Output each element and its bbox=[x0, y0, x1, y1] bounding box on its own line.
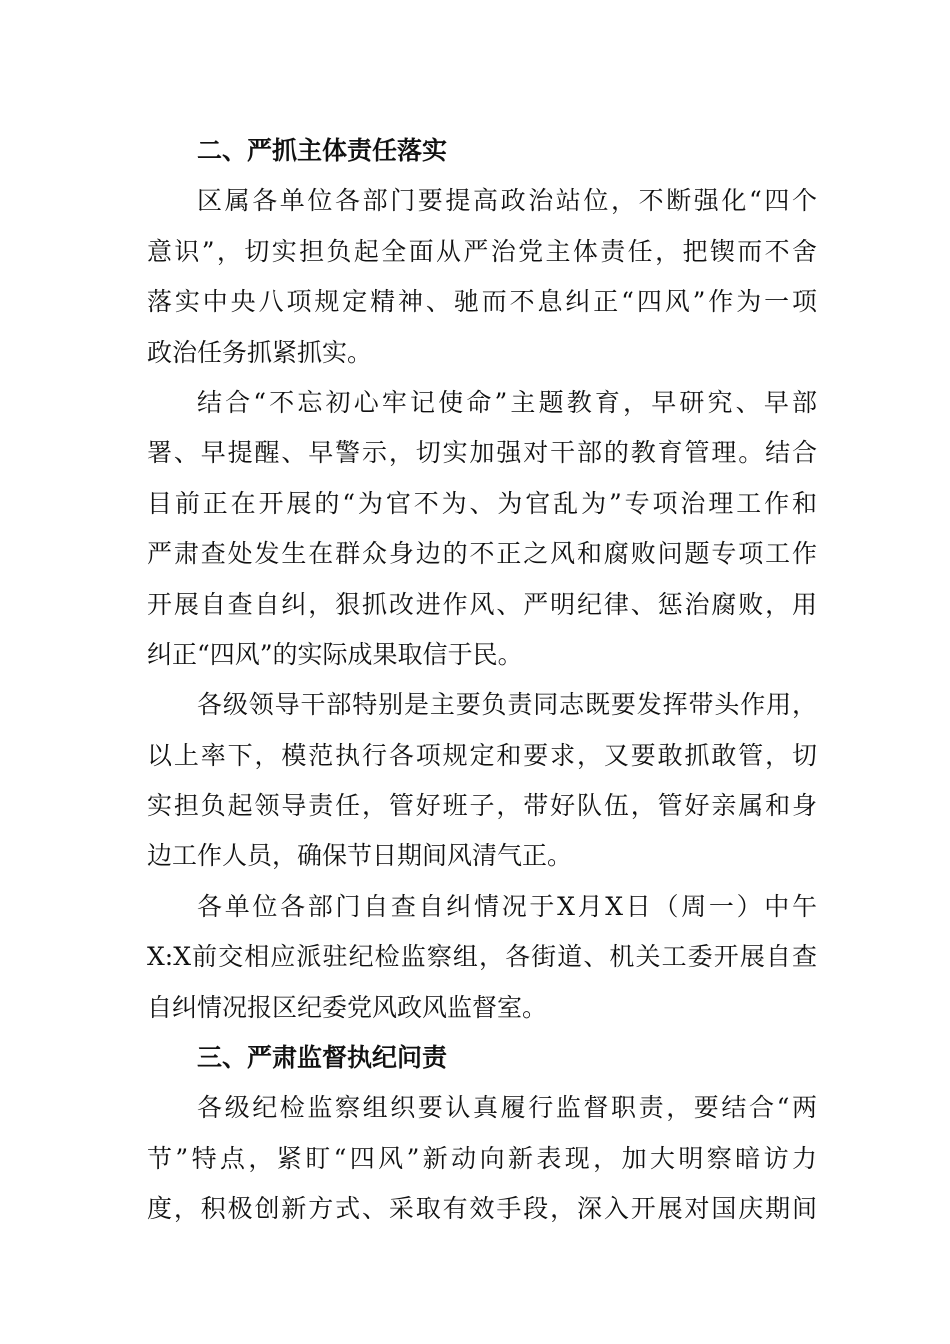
paragraph-line: 实担负起领导责任，管好班子，带好队伍，管好亲属和身 bbox=[147, 791, 817, 821]
paragraph-line: 严肃查处发生在群众身边的不正之风和腐败问题专项工作 bbox=[147, 539, 817, 569]
paragraph-line: 度，积极创新方式、采取有效手段，深入开展对国庆期间 bbox=[147, 1194, 817, 1224]
paragraph-line: 以上率下，模范执行各项规定和要求，又要敢抓敢管，切 bbox=[147, 740, 817, 770]
paragraph-line: 政治任务抓紧抓实。 bbox=[147, 337, 373, 367]
paragraph-line: 各单位各部门自查自纠情况于X月X日（周一）中午 bbox=[197, 891, 817, 921]
paragraph-line: 纠正“四风”的实际成果取信于民。 bbox=[147, 639, 523, 669]
paragraph-line: 边工作人员，确保节日期间风清气正。 bbox=[147, 841, 573, 871]
paragraph-line: 落实中央八项规定精神、驰而不息纠正“四风”作为一项 bbox=[147, 287, 817, 317]
paragraph-line: 各级领导干部特别是主要负责同志既要发挥带头作用， bbox=[197, 690, 817, 720]
paragraph-line: 各级纪检监察组织要认真履行监督职责，要结合“两 bbox=[197, 1093, 817, 1123]
section-heading: 三、严肃监督执纪问责 bbox=[197, 1043, 448, 1073]
paragraph-line: 目前正在开展的“为官不为、为官乱为”专项治理工作和 bbox=[147, 488, 817, 518]
document-body bbox=[147, 126, 817, 1235]
paragraph-line: X:X前交相应派驻纪检监察组，各街道、机关工委开展自查 bbox=[147, 942, 817, 972]
section-heading: 二、严抓主体责任落实 bbox=[197, 136, 448, 165]
paragraph-line: 结合“不忘初心牢记使命”主题教育，早研究、早部 bbox=[197, 387, 817, 417]
paragraph-line: 署、早提醒、早警示，切实加强对干部的教育管理。结合 bbox=[147, 438, 817, 468]
paragraph-line: 自纠情况报区纪委党风政风监督室。 bbox=[147, 992, 548, 1022]
paragraph-line: 意识”，切实担负起全面从严治党主体责任，把锲而不舍 bbox=[147, 236, 817, 266]
paragraph-line: 节”特点，紧盯“四风”新动向新表现，加大明察暗访力 bbox=[147, 1143, 817, 1173]
paragraph-line: 区属各单位各部门要提高政治站位，不断强化“四个 bbox=[197, 186, 817, 216]
paragraph-line: 开展自查自纠，狠抓改进作风、严明纪律、惩治腐败，用 bbox=[147, 589, 817, 619]
